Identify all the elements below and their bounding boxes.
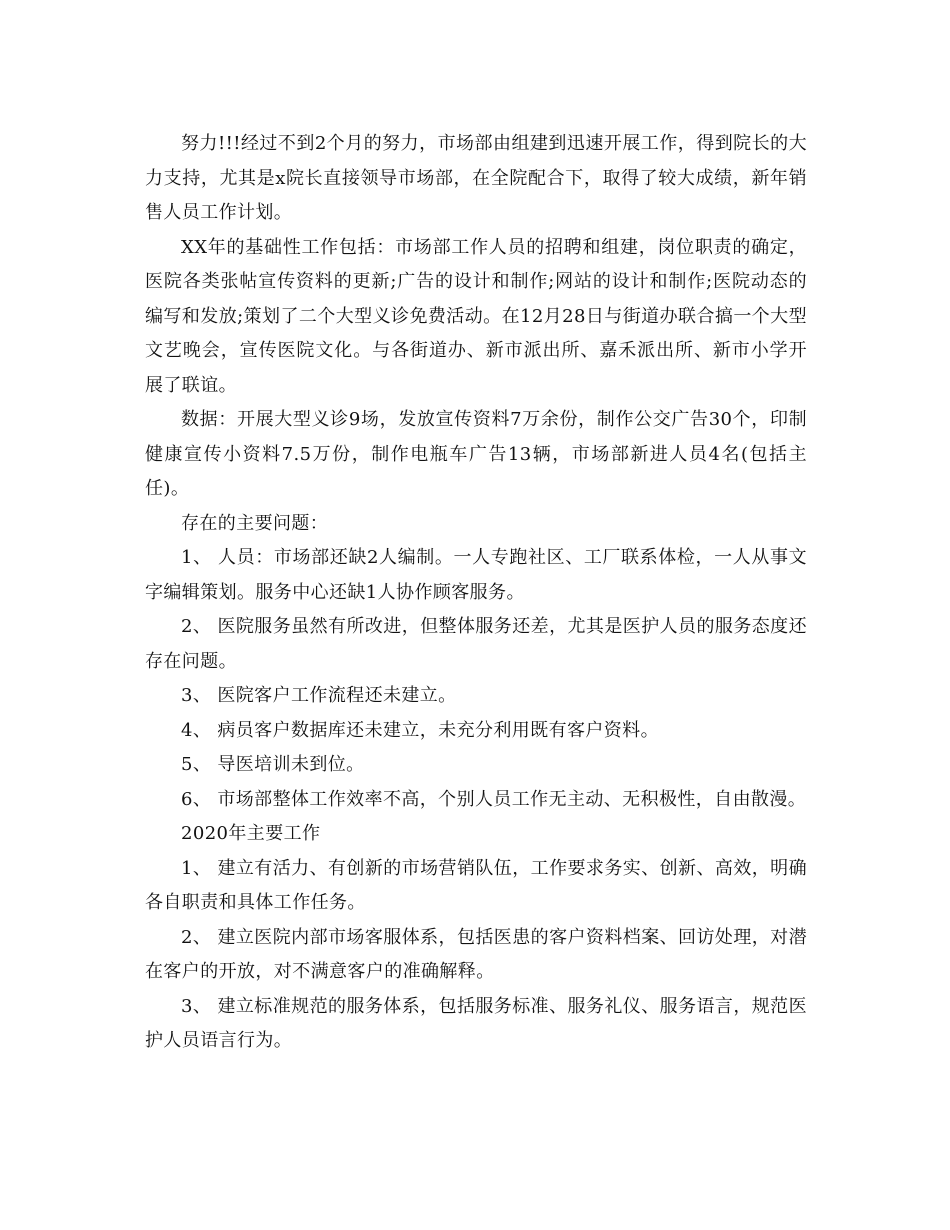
paragraph-main-work-heading: 2020年主要工作: [181, 823, 321, 844]
document-body: [145, 127, 807, 1059]
problem-item-2: 2、 医院服务虽然有所改进，但整体服务还差，尤其是医护人员的服务态度还存在问题。: [145, 616, 807, 672]
problem-item-6: 6、 市场部整体工作效率不高，个别人员工作无主动、无积极性，自由散漫。: [181, 788, 807, 810]
problem-item-1: 1、 人员：市场部还缺2人编制。一人专跑社区、工厂联系体检，一人从事文字编辑策划。服务中心还缺1人协作顾客服务。: [145, 547, 807, 603]
paragraph-intro: 努力!!!经过不到2个月的努力，市场部由组建到迅速开展工作，得到院长的大力支持，尤其是x院长直接领导市场部，在全院配合下，取得了较大成绩，新年销售人员工作计划。: [145, 133, 807, 223]
problem-item-3: 3、 医院客户工作流程还未建立。: [181, 685, 457, 706]
work-item-1: 1、 建立有活力、有创新的市场营销队伍，工作要求务实、创新、高效，明确各自职责和具体工作任务。: [145, 857, 807, 913]
problem-item-5: 5、 导医培训未到位。: [181, 754, 365, 775]
paragraph-data: 数据：开展大型义诊9场，发放宣传资料7万余份，制作公交广告30个，印制健康宣传小资料7.5万份，制作电瓶车广告13辆，市场部新进人员4名(包括主任)。: [145, 409, 807, 499]
work-item-2: 2、 建立医院内部市场客服体系，包括医患的客户资料档案、回访处理，对潜在客户的开放，对不满意客户的准确解释。: [145, 926, 807, 982]
work-item-3: 3、 建立标准规范的服务体系，包括服务标准、服务礼仪、服务语言，规范医护人员语言行为。: [145, 995, 807, 1051]
problem-item-4: 4、 病员客户数据库还未建立，未充分利用既有客户资料。: [181, 719, 659, 741]
paragraph-basic-work: XX年的基础性工作包括：市场部工作人员的招聘和组建，岗位职责的确定，医院各类张帖宣传资料的更新;广告的设计和制作;网站的设计和制作;医院动态的编写和发放;策划了二个大型义诊免费活动。在12月28日与街道办联合搞一个大型文艺晚会，宣传医院文化。与各街道办、新市派出所、嘉禾派出所、新市小学开展了联谊。: [145, 236, 807, 396]
paragraph-problems-heading: 存在的主要问题：: [181, 512, 329, 534]
